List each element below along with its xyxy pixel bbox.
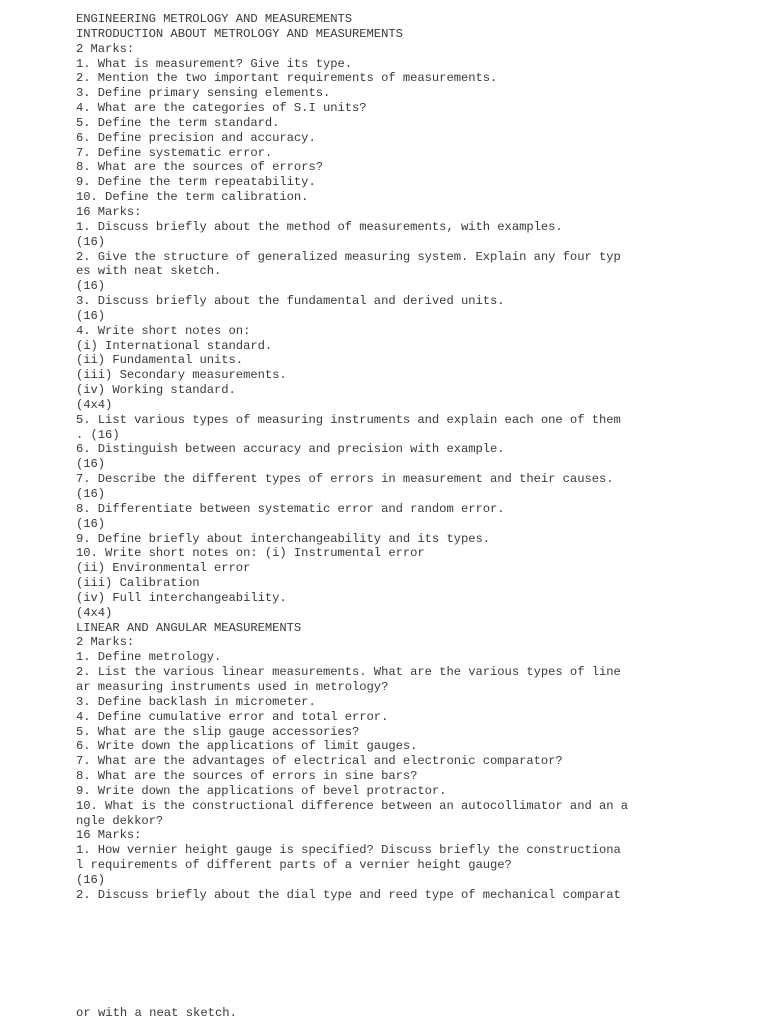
document-line: 6. Write down the applications of limit gauges.: [76, 739, 418, 754]
document-line: (16): [76, 516, 106, 531]
document-line: (16): [76, 234, 106, 249]
document-line: 16 Marks:: [76, 204, 142, 219]
document-line: es with neat sketch.: [76, 264, 222, 279]
document-line: 2. Mention the two important requirements of measurements.: [76, 71, 498, 86]
document-line: (16): [76, 872, 106, 887]
document-line: 9. Write down the applications of bevel protractor.: [76, 783, 447, 798]
document-line: LINEAR AND ANGULAR MEASUREMENTS: [76, 620, 302, 635]
document-line: 6. Define precision and accuracy.: [76, 130, 316, 145]
document-line: 16 Marks:: [76, 828, 142, 843]
document-line: 7. What are the advantages of electrical and electronic comparator?: [76, 754, 563, 769]
document-line: 10. Write short notes on: (i) Instrumental error: [76, 546, 425, 561]
document-line: (i) International standard.: [76, 338, 273, 353]
document-line: 4. Define cumulative error and total error.: [76, 709, 389, 724]
document-line: 1. Discuss briefly about the method of measurements, with examples.: [76, 219, 563, 234]
document-line: (16): [76, 308, 106, 323]
document-line: (16): [76, 279, 106, 294]
document-line: 7. Define systematic error.: [76, 145, 273, 160]
document-line: 2. Give the structure of generalized measuring system. Explain any four typ: [76, 249, 621, 264]
document-line: (16): [76, 487, 106, 501]
document-line: ENGINEERING METROLOGY AND MEASUREMENTS: [76, 12, 353, 26]
document-line: 8. Differentiate between systematic error and random error.: [76, 501, 505, 516]
document-line: 5. Define the term standard.: [76, 115, 280, 130]
document-line: 3. Define backlash in micrometer.: [76, 694, 316, 709]
document-line: 7. Describe the different types of errors in measurement and their causes.: [76, 472, 614, 487]
document-line: 3. Define primary sensing elements.: [76, 86, 331, 101]
document-line: (16): [76, 457, 106, 472]
document-text: [76, 12, 728, 903]
document-line: (ii) Fundamental units.: [76, 353, 244, 368]
document-line: (iv) Working standard.: [76, 383, 236, 398]
document-line: 5. List various types of measuring instruments and explain each one of them: [76, 412, 621, 427]
document-line: (iii) Calibration: [76, 576, 200, 591]
document-line: 2. Discuss briefly about the dial type and reed type of mechanical comparat: [76, 887, 621, 902]
document-line: 8. What are the sources of errors in sine bars?: [76, 769, 418, 784]
document-line: 4. Write short notes on:: [76, 323, 251, 338]
document-line: 1. What is measurement? Give its type.: [76, 56, 353, 71]
document-line: INTRODUCTION ABOUT METROLOGY AND MEASUREMENTS: [76, 26, 403, 41]
document-line: (4x4): [76, 605, 113, 620]
document-line: 9. Define the term repeatability.: [76, 175, 316, 190]
document-line: (iv) Full interchangeability.: [76, 590, 287, 605]
document-line: (ii) Environmental error: [76, 561, 251, 576]
document-line: 6. Distinguish between accuracy and precision with example.: [76, 442, 505, 457]
document-line: 8. What are the sources of errors?: [76, 160, 323, 175]
document-tail-line: or with a neat sketch.: [76, 1006, 237, 1020]
document-line: 3. Discuss briefly about the fundamental and derived units.: [76, 294, 505, 309]
document-line: 4. What are the categories of S.I units?: [76, 101, 367, 116]
document-line: 2 Marks:: [76, 41, 135, 56]
document-line: (iii) Secondary measurements.: [76, 368, 287, 383]
document-line: 2. List the various linear measurements. What are the various types of line: [76, 665, 621, 680]
document-line: . (16): [76, 427, 120, 442]
document-line: l requirements of different parts of a vernier height gauge?: [76, 858, 512, 873]
document-line: 1. How vernier height gauge is specified? Discuss briefly the constructiona: [76, 843, 621, 858]
document-line: 1. Define metrology.: [76, 650, 222, 665]
document-line: 2 Marks:: [76, 635, 135, 650]
document-line: (4x4): [76, 397, 113, 412]
document-line: 10. Define the term calibration.: [76, 190, 309, 205]
document-line: 9. Define briefly about interchangeability and its types.: [76, 531, 491, 546]
document-line: 5. What are the slip gauge accessories?: [76, 724, 360, 739]
document-line: ar measuring instruments used in metrology?: [76, 679, 389, 694]
document-line: 10. What is the constructional difference between an autocollimator and an a: [76, 798, 629, 813]
document-line: ngle dekkor?: [76, 813, 164, 828]
